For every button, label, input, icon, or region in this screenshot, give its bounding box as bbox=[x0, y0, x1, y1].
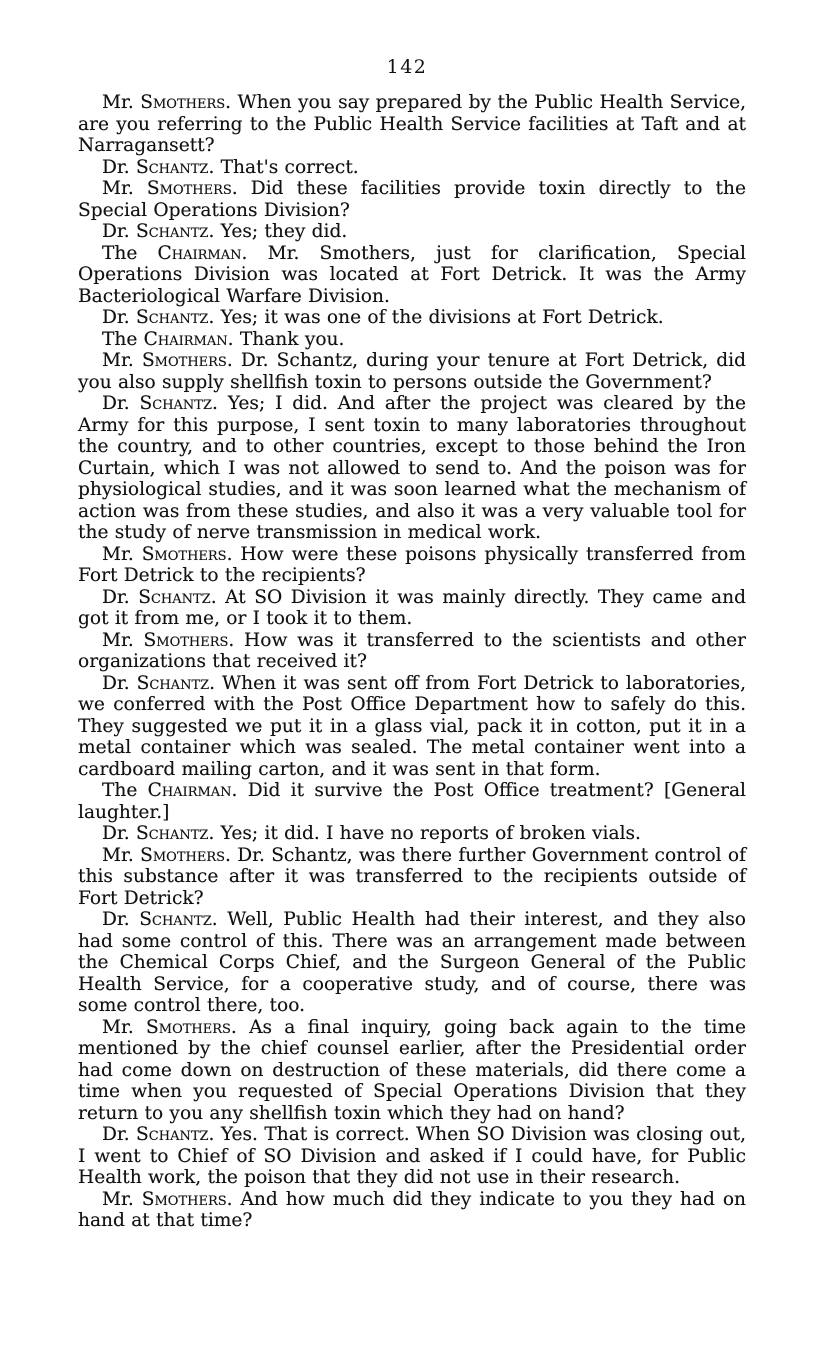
speaker-surname: Schantz. bbox=[136, 672, 216, 694]
speaker-prefix: The bbox=[102, 780, 148, 801]
speaker-name bbox=[102, 1124, 214, 1145]
speaker-surname: Chairman. bbox=[157, 242, 248, 264]
speaker-surname: Chairman. bbox=[143, 328, 234, 350]
speaker-surname: Smothers. bbox=[141, 350, 233, 371]
speaker-prefix: Dr. bbox=[102, 221, 136, 242]
transcript-paragraph bbox=[78, 673, 746, 781]
speaker-surname: Smothers. bbox=[140, 92, 232, 113]
speaker-surname: Smothers. bbox=[141, 543, 233, 565]
transcript-body bbox=[78, 92, 746, 1232]
transcript-paragraph bbox=[78, 823, 746, 845]
speaker-name bbox=[102, 307, 214, 328]
speaker-name bbox=[102, 178, 238, 199]
speaker-prefix: Mr. bbox=[102, 1188, 142, 1210]
transcript-paragraph bbox=[78, 630, 746, 673]
transcript-paragraph bbox=[78, 329, 746, 351]
utterance-text: When it was sent off from Fort Detrick to laboratories, we conferred with the Post Office Department how to safely do this. They suggested we put it in a glass vial, pack it in cotton, put it in a metal container which was sealed. The metal container went into a cardboard mailing carton, and it was sent in that form. bbox=[78, 672, 746, 780]
transcript-paragraph bbox=[78, 350, 746, 393]
speaker-prefix: Dr. bbox=[102, 586, 139, 608]
utterance-text: And how much did they indicate to you they had on hand at that time? bbox=[78, 1188, 747, 1231]
speaker-name bbox=[102, 92, 231, 113]
transcript-paragraph bbox=[78, 845, 746, 910]
speaker-surname: Schantz. bbox=[136, 1124, 215, 1145]
transcript-paragraph bbox=[78, 393, 746, 544]
transcript-paragraph bbox=[78, 307, 746, 329]
page-number: 142 bbox=[386, 56, 428, 78]
transcript-paragraph bbox=[78, 157, 746, 179]
speaker-surname: Schantz. bbox=[135, 307, 215, 328]
speaker-prefix: The bbox=[102, 242, 158, 264]
speaker-prefix: Dr. bbox=[102, 156, 136, 178]
speaker-name bbox=[102, 587, 217, 608]
transcript-paragraph bbox=[78, 221, 746, 243]
speaker-name bbox=[102, 393, 218, 414]
speaker-name bbox=[102, 329, 234, 350]
speaker-name bbox=[102, 544, 233, 565]
speaker-surname: Schantz. bbox=[135, 221, 215, 242]
speaker-prefix: Dr. bbox=[102, 307, 136, 328]
utterance-text: Yes; it was one of the divisions at Fort Detrick. bbox=[220, 307, 664, 328]
utterance-text: Well, Public Health had their interest, and they also had some control of this. There was an arrangement made between the Chemical Corps Chief, and the Surgeon General of the Public Health Service, for a cooperative study, and of course, there was some control there, too. bbox=[78, 909, 746, 1016]
transcript-paragraph bbox=[78, 92, 746, 157]
transcript-paragraph bbox=[78, 243, 746, 308]
utterance-text: When you say prepared by the Public Health Service, are you referring to the Public Health Service facilities at Taft and at Narragansett? bbox=[78, 92, 747, 156]
utterance-text: Dr. Schantz, was there further Government control of this substance after it was transferred to the recipients outside of Fort Detrick? bbox=[78, 844, 747, 909]
speaker-name bbox=[102, 1017, 237, 1038]
utterance-text: Did it survive the Post Office treatment? [General laughter.] bbox=[78, 780, 746, 823]
speaker-prefix: Mr. bbox=[102, 178, 147, 199]
speaker-prefix: Mr. bbox=[102, 350, 142, 371]
speaker-surname: Smothers. bbox=[143, 629, 235, 651]
utterance-text: Thank you. bbox=[239, 328, 345, 350]
speaker-prefix: The bbox=[102, 328, 144, 350]
utterance-text: Yes; they did. bbox=[220, 221, 348, 242]
transcript-paragraph bbox=[78, 178, 746, 221]
speaker-surname: Smothers. bbox=[146, 1016, 237, 1038]
speaker-surname: Chairman. bbox=[147, 780, 238, 801]
speaker-name bbox=[102, 909, 218, 930]
speaker-prefix: Mr. bbox=[102, 92, 141, 113]
speaker-surname: Smothers. bbox=[141, 1188, 233, 1210]
speaker-prefix: Dr. bbox=[102, 823, 136, 844]
utterance-text: How were these poisons physically transferred from Fort Detrick to the recipients? bbox=[78, 543, 746, 586]
speaker-name bbox=[102, 845, 231, 866]
speaker-prefix: Dr. bbox=[102, 1124, 137, 1145]
transcript-paragraph bbox=[78, 780, 746, 823]
speaker-prefix: Mr. bbox=[102, 844, 141, 866]
utterance-text: At SO Division it was mainly directly. They came and got it from me, or I took it to them. bbox=[78, 586, 746, 629]
speaker-surname: Schantz. bbox=[139, 909, 218, 930]
speaker-surname: Smothers. bbox=[146, 178, 238, 199]
speaker-prefix: Mr. bbox=[102, 1016, 147, 1038]
speaker-surname: Schantz. bbox=[139, 393, 218, 414]
utterance-text: As a final inquiry, going back again to the time mentioned by the chief counsel earlier, after the Presidential order had come down on destruction of these materials, did there come a time when you requested of Special Operations Division that they return to you any shellfish toxin which they had on hand? bbox=[78, 1016, 746, 1124]
utterance-text: Mr. Smothers, just for clarification, Special Operations Division was located at Fort Detrick. It was the Army Bacteriological Warfare Division. bbox=[78, 242, 746, 307]
utterance-text: Did these facilities provide toxin directly to the Special Operations Division? bbox=[78, 178, 746, 221]
speaker-surname: Schantz. bbox=[135, 823, 215, 844]
speaker-prefix: Mr. bbox=[102, 543, 142, 565]
speaker-prefix: Dr. bbox=[102, 672, 137, 694]
utterance-text: That's correct. bbox=[220, 156, 359, 178]
speaker-name bbox=[102, 350, 233, 371]
speaker-name bbox=[102, 823, 214, 844]
utterance-text: How was it transferred to the scientists and other organizations that received it? bbox=[78, 629, 746, 672]
speaker-surname: Schantz. bbox=[135, 156, 215, 178]
utterance-text: Yes; I did. And after the project was cleared by the Army for this purpose, I sent toxin to many laboratories throughout the country, and to other countries, except to those behind the Iron Curtain, which I was not allowed to send to. And the poison was for physiological studies, and it was soon learned what the mechanism of action was from these studies, and also it was a very valuable tool for the study of nerve transmission in medical work. bbox=[78, 393, 746, 543]
utterance-text: Yes. That is correct. When SO Division was closing out, I went to Chief of SO Division and asked if I could have, for Public Health work, the poison that they did not use in their research. bbox=[78, 1124, 746, 1188]
speaker-name bbox=[102, 780, 237, 801]
speaker-name bbox=[102, 673, 215, 694]
transcript-paragraph bbox=[78, 1189, 746, 1232]
transcript-paragraph bbox=[78, 544, 746, 587]
transcript-paragraph bbox=[78, 1124, 746, 1189]
speaker-prefix: Mr. bbox=[102, 629, 144, 651]
transcript-paragraph bbox=[78, 909, 746, 1017]
speaker-name bbox=[102, 157, 214, 178]
speaker-surname: Smothers. bbox=[140, 844, 231, 866]
speaker-prefix: Dr. bbox=[102, 393, 140, 414]
speaker-name bbox=[102, 630, 234, 651]
transcript-paragraph bbox=[78, 587, 746, 630]
transcript-paragraph bbox=[78, 1017, 746, 1125]
utterance-text: Yes; it did. I have no reports of broken vials. bbox=[220, 823, 641, 844]
speaker-prefix: Dr. bbox=[102, 909, 140, 930]
utterance-text: Dr. Schantz, during your tenure at Fort Detrick, did you also supply shellfish toxin to persons outside the Government? bbox=[78, 350, 746, 393]
speaker-name bbox=[102, 243, 247, 264]
speaker-name bbox=[102, 1189, 233, 1210]
speaker-surname: Schantz. bbox=[138, 586, 217, 608]
speaker-name bbox=[102, 221, 214, 242]
